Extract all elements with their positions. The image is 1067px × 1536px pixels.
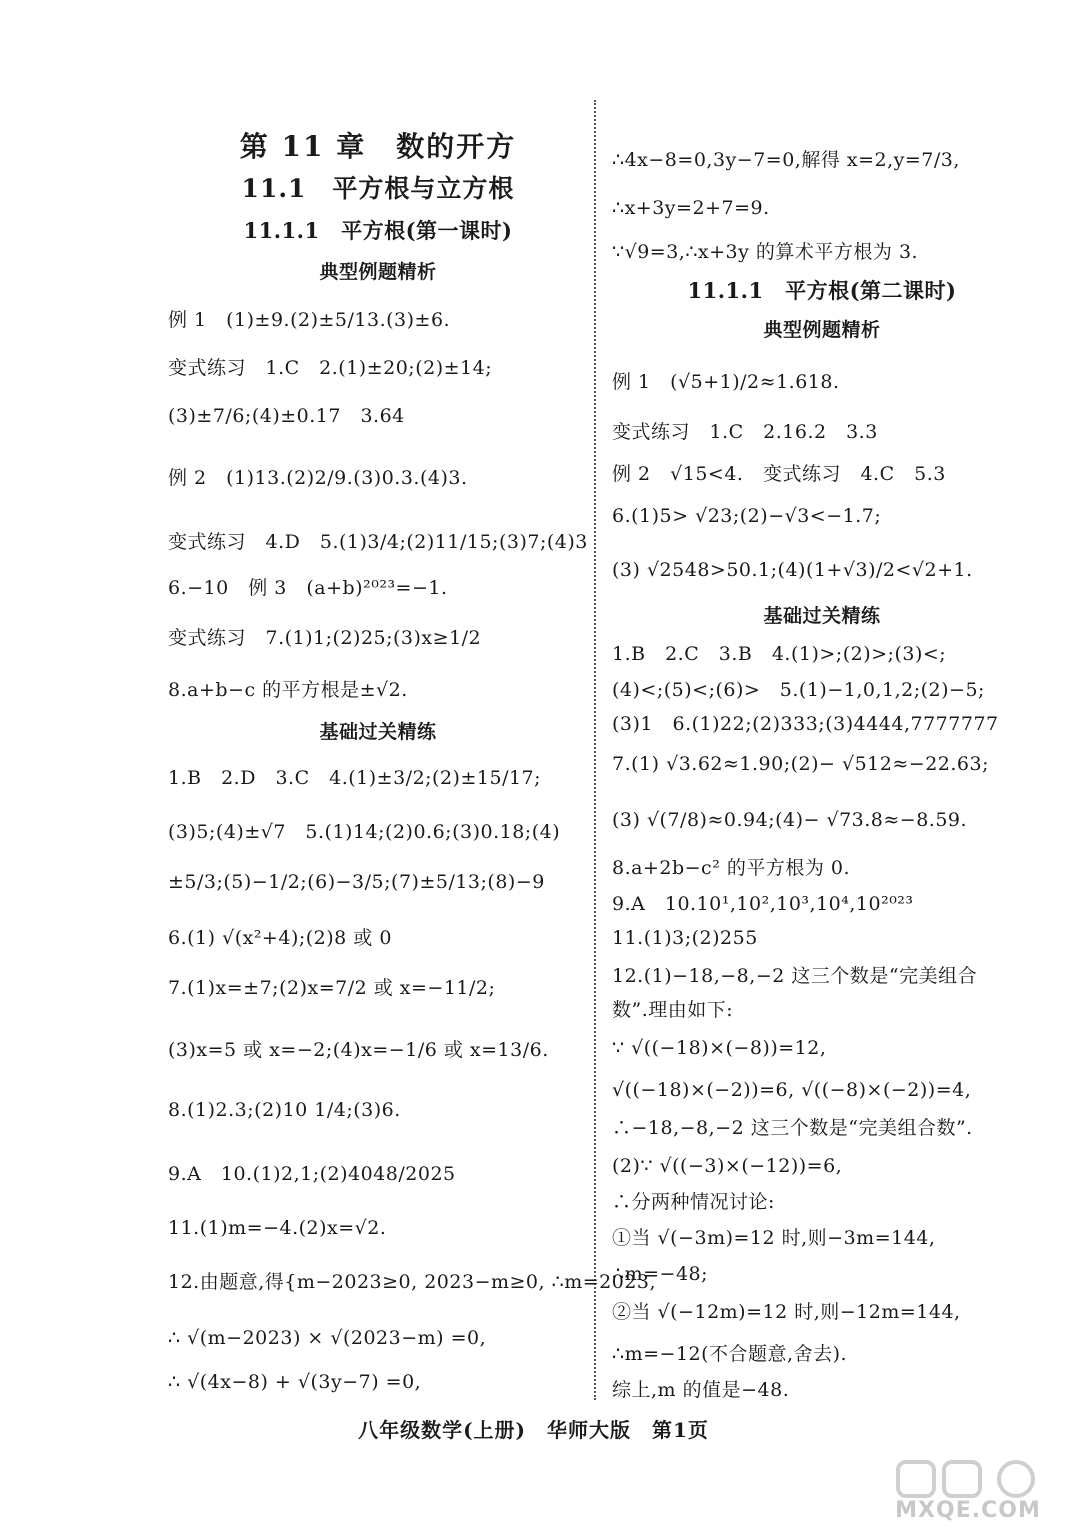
answer-line: 例 1 (√5+1)/2≈1.618.	[612, 371, 840, 393]
answer-line: (3)x=5 或 x=−2;(4)x=−1/6 或 x=13/6.	[168, 1039, 549, 1061]
answer-line: √((−18)×(−2))=6, √((−8)×(−2))=4,	[612, 1079, 972, 1101]
answer-line: 12.(1)−18,−8,−2 这三个数是“完美组合	[612, 965, 978, 987]
answer-line: ∴分两种情况讨论:	[612, 1191, 775, 1213]
answer-line: ∴m=−48;	[612, 1263, 709, 1285]
answer-line: 9.A 10.(1)2,1;(2)4048/2025	[168, 1163, 456, 1185]
page-footer: 八年级数学(上册) 华师大版 第1页	[358, 1418, 709, 1442]
answer-line: (4)<;(5)<;(6)> 5.(1)−1,0,1,2;(2)−5;	[612, 679, 985, 701]
answer-line: 变式练习 1.C 2.(1)±20;(2)±14;	[168, 357, 493, 379]
answer-line: 变式练习 1.C 2.16.2 3.3	[612, 421, 878, 443]
answer-line: (3) √2548>50.1;(4)(1+√3)/2<√2+1.	[612, 559, 973, 581]
answer-line: 综上,m 的值是−48.	[612, 1379, 790, 1401]
subsection-title-1: 11.1.1 平方根(第一课时)	[243, 218, 513, 243]
answer-line: 1.B 2.C 3.B 4.(1)>;(2)>;(3)<;	[612, 643, 947, 665]
answer-line: ∵√9=3,∴x+3y 的算术平方根为 3.	[612, 241, 919, 263]
answer-line: 11.(1)m=−4.(2)x=√2.	[168, 1217, 387, 1239]
typical-examples-heading-2: 典型例题精析	[763, 319, 881, 341]
answer-line: 7.(1)x=±7;(2)x=7/2 或 x=−11/2;	[168, 977, 496, 999]
watermark-logo	[878, 1458, 1058, 1528]
answer-line: 例 2 (1)13.(2)2/9.(3)0.3.(4)3.	[168, 467, 468, 489]
answer-line: 例 2 √15<4. 变式练习 4.C 5.3	[612, 463, 946, 485]
answer-line: ∴ √(m−2023) × √(2023−m) =0,	[168, 1327, 487, 1349]
answer-line: 1.B 2.D 3.C 4.(1)±3/2;(2)±15/17;	[168, 767, 542, 789]
answer-line: (3)±7/6;(4)±0.17 3.64	[168, 405, 405, 427]
watermark-text: MXQE.COM	[895, 1498, 1041, 1523]
answer-line: 数”.理由如下:	[612, 999, 734, 1021]
answer-line: ②当 √(−12m)=12 时,则−12m=144,	[612, 1301, 961, 1323]
answer-line: ∴m=−12(不合题意,舍去).	[612, 1343, 848, 1365]
answer-line: ∵ √((−18)×(−8))=12,	[612, 1037, 827, 1059]
answer-line: 8.(1)2.3;(2)10 1/4;(3)6.	[168, 1099, 401, 1121]
watermark-icon	[878, 1458, 1058, 1500]
answer-line: (3) √(7/8)≈0.94;(4)− √73.8≈−8.59.	[612, 809, 968, 831]
answer-line: 6.(1)5> √23;(2)−√3<−1.7;	[612, 505, 882, 527]
answer-line: ①当 √(−3m)=12 时,则−3m=144,	[612, 1227, 936, 1249]
column-divider	[594, 100, 596, 1400]
answer-line: 6.(1) √(x²+4);(2)8 或 0	[168, 927, 392, 949]
answer-line: ±5/3;(5)−1/2;(6)−3/5;(7)±5/13;(8)−9	[168, 871, 545, 893]
answer-line: 变式练习 7.(1)1;(2)25;(3)x≥1/2	[168, 627, 482, 649]
answer-line: ∴−18,−8,−2 这三个数是“完美组合数”.	[612, 1117, 973, 1139]
answer-line: ∴x+3y=2+7=9.	[612, 197, 770, 219]
answer-line: (2)∵ √((−3)×(−12))=6,	[612, 1155, 843, 1177]
answer-line: 11.(1)3;(2)255	[612, 927, 758, 949]
answer-line: 7.(1) √3.62≈1.90;(2)− √512≈−22.63;	[612, 753, 989, 775]
subsection-title-2: 11.1.1 平方根(第二课时)	[687, 278, 957, 303]
answer-line: (3)5;(4)±√7 5.(1)14;(2)0.6;(3)0.18;(4)	[168, 821, 561, 843]
answer-line: (3)1 6.(1)22;(2)333;(3)4444,7777777	[612, 713, 999, 735]
answer-line: 8.a+b−c 的平方根是±√2.	[168, 679, 408, 701]
chapter-title: 第 11 章 数的开方	[239, 130, 517, 163]
answer-line: 12.由题意,得{m−2023≥0, 2023−m≥0, ∴m=2023,	[168, 1271, 657, 1293]
typical-examples-heading-1: 典型例题精析	[319, 261, 437, 283]
answer-line: 例 1 (1)±9.(2)±5/13.(3)±6.	[168, 309, 451, 331]
basic-practice-heading-2: 基础过关精练	[763, 605, 881, 627]
basic-practice-heading-1: 基础过关精练	[319, 721, 437, 743]
answer-line: 9.A 10.10¹,10²,10³,10⁴,10²⁰²³	[612, 893, 914, 915]
answer-line: 6.−10 例 3 (a+b)²⁰²³=−1.	[168, 577, 448, 599]
section-title: 11.1 平方根与立方根	[241, 174, 515, 203]
answer-line: ∴4x−8=0,3y−7=0,解得 x=2,y=7/3,	[612, 149, 960, 171]
answer-line: 8.a+2b−c² 的平方根为 0.	[612, 857, 851, 879]
answer-line: ∴ √(4x−8) + √(3y−7) =0,	[168, 1371, 422, 1393]
answer-line: 变式练习 4.D 5.(1)3/4;(2)11/15;(3)7;(4)3	[168, 531, 588, 553]
